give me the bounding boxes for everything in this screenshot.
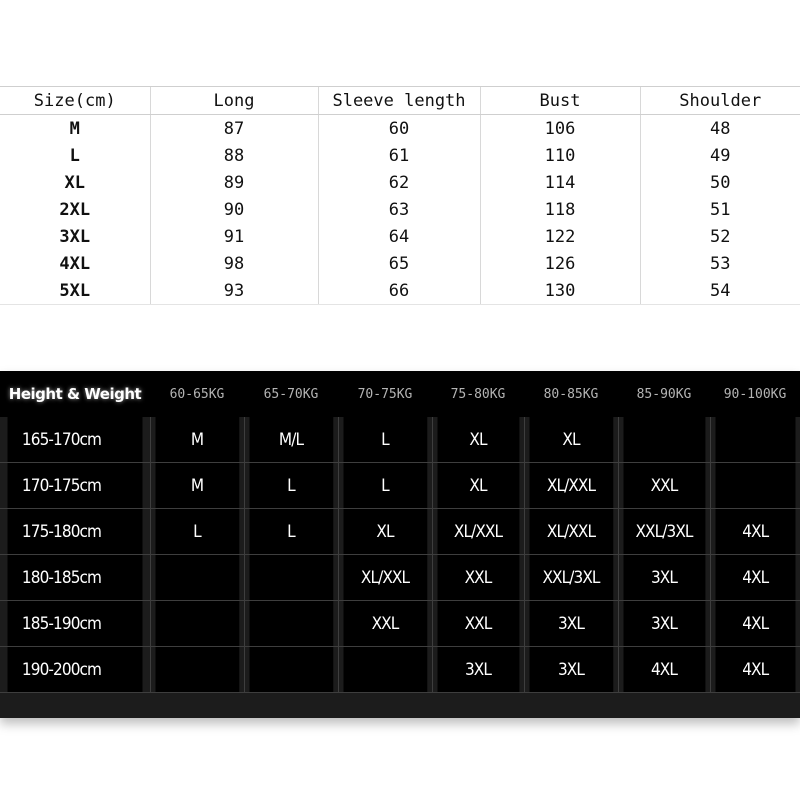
sleeve-cell: 62	[318, 169, 480, 196]
shoulder-cell: 50	[640, 169, 800, 196]
size-recommendation	[155, 647, 240, 693]
height-weight-table	[0, 371, 800, 693]
table-row	[0, 142, 800, 169]
size-recommendation	[623, 417, 706, 463]
size-recommendation	[155, 555, 240, 601]
weight-header: 75-80KG	[432, 371, 524, 417]
bust-cell: 126	[480, 250, 640, 277]
size-recommendation: 3XL	[529, 647, 614, 693]
size-table-header	[0, 87, 800, 115]
table-row	[0, 223, 800, 250]
size-recommendation: 4XL	[715, 647, 796, 693]
size-recommendation: XXL	[343, 601, 428, 647]
size-recommendation: 4XL	[715, 555, 796, 601]
sleeve-cell: 63	[318, 196, 480, 223]
size-recommendation: XL/XXL	[437, 509, 520, 555]
size-cell: M	[69, 118, 80, 139]
height-label: 175-180cm	[8, 509, 143, 555]
long-cell: 90	[150, 196, 318, 223]
long-cell: 88	[150, 142, 318, 169]
height-label: 165-170cm	[8, 417, 143, 463]
table-row	[0, 115, 800, 143]
size-recommendation: XL/XXL	[529, 509, 614, 555]
weight-header: 90-100KG	[710, 371, 800, 417]
header-shoulder: Shoulder	[640, 87, 800, 115]
bust-cell: 110	[480, 142, 640, 169]
size-recommendation: L	[249, 509, 334, 555]
size-recommendation: L	[155, 509, 240, 555]
shoulder-cell: 51	[640, 196, 800, 223]
long-cell: 91	[150, 223, 318, 250]
size-recommendation: XL/XXL	[529, 463, 614, 509]
height-label: 190-200cm	[8, 647, 143, 693]
weight-header-row	[0, 371, 800, 417]
size-recommendation: M	[155, 463, 240, 509]
size-cell: L	[69, 145, 80, 166]
size-recommendation: 3XL	[437, 647, 520, 693]
header-bust: Bust	[480, 87, 640, 115]
table-row	[0, 647, 800, 693]
size-recommendation: 3XL	[623, 555, 706, 601]
size-recommendation: L	[343, 417, 428, 463]
table-row	[0, 555, 800, 601]
table-row	[0, 601, 800, 647]
size-recommendation: XL	[437, 463, 520, 509]
bust-cell: 122	[480, 223, 640, 250]
size-recommendation: 4XL	[715, 509, 796, 555]
shoulder-cell: 48	[640, 115, 800, 143]
size-recommendation: XXL	[623, 463, 706, 509]
shoulder-cell: 52	[640, 223, 800, 250]
size-recommendation: 3XL	[623, 601, 706, 647]
long-cell: 98	[150, 250, 318, 277]
table-row	[0, 169, 800, 196]
table-row	[0, 463, 800, 509]
size-recommendation	[155, 601, 240, 647]
size-cell: 3XL	[59, 226, 91, 247]
header-size: Size(cm)	[0, 87, 150, 115]
size-recommendation: XL	[529, 417, 614, 463]
size-recommendation: L	[343, 463, 428, 509]
size-recommendation: M	[155, 417, 240, 463]
size-recommendation: XXL	[437, 601, 520, 647]
size-recommendation	[249, 647, 334, 693]
bust-cell: 130	[480, 277, 640, 305]
size-cell: XL	[64, 172, 85, 193]
table-row	[0, 277, 800, 305]
bust-cell: 114	[480, 169, 640, 196]
size-recommendation: XXL	[437, 555, 520, 601]
size-recommendation: XL/XXL	[343, 555, 428, 601]
weight-header: 65-70KG	[244, 371, 338, 417]
size-recommendation	[715, 417, 796, 463]
bust-cell: 106	[480, 115, 640, 143]
shoulder-cell: 54	[640, 277, 800, 305]
size-recommendation: XL	[437, 417, 520, 463]
size-recommendation: 3XL	[529, 601, 614, 647]
sleeve-cell: 61	[318, 142, 480, 169]
size-recommendation	[249, 555, 334, 601]
size-recommendation	[715, 463, 796, 509]
long-cell: 87	[150, 115, 318, 143]
sleeve-cell: 66	[318, 277, 480, 305]
size-cell: 5XL	[0, 277, 150, 305]
size-table	[0, 86, 800, 305]
table-row	[0, 509, 800, 555]
size-recommendation: 4XL	[623, 647, 706, 693]
shoulder-cell: 49	[640, 142, 800, 169]
sleeve-cell: 65	[318, 250, 480, 277]
weight-header: 70-75KG	[338, 371, 432, 417]
long-cell: 89	[150, 169, 318, 196]
height-label: 185-190cm	[8, 601, 143, 647]
weight-header: 60-65KG	[150, 371, 244, 417]
weight-header: 80-85KG	[524, 371, 618, 417]
shoulder-cell: 53	[640, 250, 800, 277]
size-recommendation: XL	[343, 509, 428, 555]
header-long: Long	[150, 87, 318, 115]
sleeve-cell: 64	[318, 223, 480, 250]
size-recommendation: 4XL	[715, 601, 796, 647]
size-recommendation	[249, 601, 334, 647]
height-weight-title: Height & Weight	[0, 371, 150, 417]
size-recommendation: L	[249, 463, 334, 509]
size-cell: 2XL	[59, 199, 91, 220]
size-cell: 4XL	[59, 253, 91, 274]
size-recommendation: XXL/3XL	[529, 555, 614, 601]
table-row	[0, 250, 800, 277]
size-recommendation: M/L	[249, 417, 334, 463]
height-weight-panel	[0, 371, 800, 718]
table-row	[0, 196, 800, 223]
long-cell: 93	[150, 277, 318, 305]
weight-header: 85-90KG	[618, 371, 710, 417]
sleeve-cell: 60	[318, 115, 480, 143]
bust-cell: 118	[480, 196, 640, 223]
height-label: 180-185cm	[8, 555, 143, 601]
size-recommendation: XXL/3XL	[623, 509, 706, 555]
header-sleeve-length: Sleeve length	[318, 87, 480, 115]
height-label: 170-175cm	[8, 463, 143, 509]
size-recommendation	[343, 647, 428, 693]
table-row	[0, 417, 800, 463]
